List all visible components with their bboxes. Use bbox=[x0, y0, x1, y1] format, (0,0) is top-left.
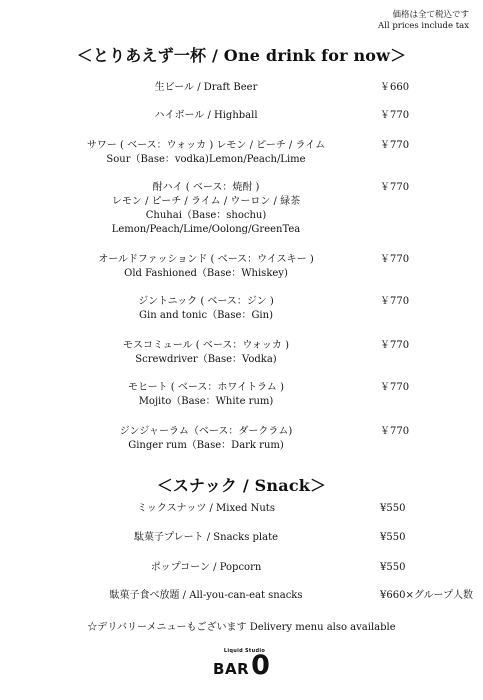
delivery-note: ☆デリバリーメニューもございます Delivery menu also available bbox=[87, 622, 396, 633]
item-name: 酎ハイ ( ベース：焼酎 ) レモン / ピーチ / ライム / ウーロン / 緑茶 Chuhai（Base：shochu) Lemon/Peach/Lime/Oolong/GreenTea bbox=[111, 182, 301, 235]
item-name: 生ビール / Draft Beer bbox=[154, 82, 258, 93]
snack-section-title: ＜スナック / Snack＞ bbox=[156, 476, 327, 495]
item-price: ¥660×グループ人数 bbox=[380, 590, 474, 601]
item-price: ￥770 bbox=[380, 182, 410, 193]
item-name: モヒート ( ベース：ホワイトラム ) Mojito（Base：White rum) bbox=[127, 382, 285, 407]
item-price: ￥770 bbox=[380, 296, 410, 307]
item-name: サワー ( ベース：ウォッカ ) レモン / ピーチ / ライム Sour（Base：vodka)Lemon/Peach/Lime bbox=[86, 140, 326, 165]
logo-zero-text: 0 bbox=[251, 650, 270, 681]
item-price: ￥770 bbox=[380, 110, 410, 121]
logo-bar-text: BAR bbox=[213, 660, 250, 678]
drinks-section-title: ＜とりあえず一杯 / One drink for now＞ bbox=[76, 46, 407, 65]
logo-tagline: Liquid Studio bbox=[223, 648, 266, 654]
item-price: ¥550 bbox=[380, 503, 406, 514]
item-price: ￥770 bbox=[380, 382, 410, 393]
item-price: ￥770 bbox=[380, 340, 410, 351]
item-name: 駄菓子プレート / Snacks plate bbox=[133, 532, 279, 543]
item-price: ￥660 bbox=[380, 82, 410, 93]
item-price: ¥550 bbox=[380, 532, 406, 543]
item-price: ¥550 bbox=[380, 562, 406, 573]
item-name: ミックスナッツ / Mixed Nuts bbox=[137, 503, 275, 514]
tax-note-english: All prices include tax bbox=[378, 21, 469, 31]
item-price: ￥770 bbox=[380, 426, 410, 437]
item-name: ハイボール / Highball bbox=[154, 110, 258, 121]
item-name: ジンジャーラム（ベース：ダークラム) Ginger rum（Base：Dark rum) bbox=[119, 426, 293, 451]
bar-zero-logo bbox=[0, 648, 483, 681]
item-price: ￥770 bbox=[380, 140, 410, 151]
tax-note-japanese: 価格は全て税込です bbox=[392, 10, 469, 20]
item-name: ジントニック ( ベース：ジン ) Gin and tonic（Base：Gin) bbox=[138, 296, 274, 321]
item-price: ￥770 bbox=[380, 254, 410, 265]
item-name: ポップコーン / Popcorn bbox=[150, 562, 262, 573]
item-name: モスコミュール ( ベース：ウォッカ ) Screwdriver（Base：Vodka) bbox=[122, 340, 290, 365]
item-name: 駄菓子食べ放題 / All-you-can-eat snacks bbox=[109, 590, 303, 601]
item-name: オールドファッションド ( ベース：ウイスキー ) Old Fashioned（Base：Whiskey) bbox=[98, 254, 314, 279]
tax-note bbox=[378, 10, 469, 32]
